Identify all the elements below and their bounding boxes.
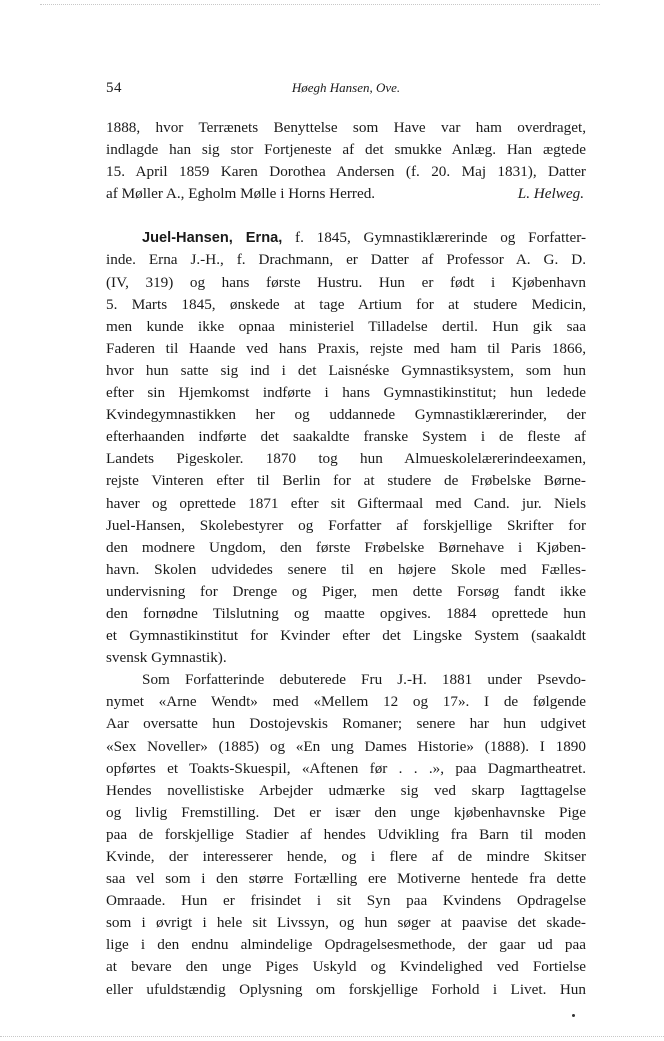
text-line: «Sex Noveller» (1885) og «En ung Dames Historie» (1888). I 1890 — [106, 737, 586, 755]
text-line: saa vel som i den større Fortælling ere Motiverne hentede fra dette — [106, 870, 586, 888]
text-line: Kvindegymnastikken her og uddannede Gymnastiklærerinder, der — [106, 406, 586, 424]
entry-first-line-text: f. 1845, Gymnastiklærerinde og Forfatter- — [295, 229, 587, 247]
text-line: paa de forskjellige Stadier af hendes Udvikling fra Barn til moden — [106, 825, 586, 843]
text-line: Omraade. Hun er frisindet i sit Syn paa Kvindens Opdragelse — [106, 892, 586, 910]
text-line: indlagde han sig stor Fortjeneste af det smukke Anlæg. Han ægtede — [106, 141, 586, 159]
prev-entry-paragraph — [106, 117, 586, 205]
entry-paragraph — [106, 227, 586, 669]
text-line: Faderen til Haande ved hans Praxis, rejste med ham til Paris 1866, — [106, 339, 586, 357]
text-line: den modnere Ungdom, den første Frøbelske Børnehave i Kjøben- — [106, 538, 586, 556]
text-line: Kvinde, der interesserer hende, og i flere af de mindre Skitser — [106, 848, 586, 865]
bottom-scan-edge — [0, 1036, 664, 1037]
ink-speck — [572, 1014, 575, 1017]
text-line: inde. Erna J.-H., f. Drachmann, er Datter af Professor A. G. D. — [106, 251, 586, 269]
text-line: efterhaanden indførte det saakaldte franske System i de fleste af — [106, 428, 586, 446]
top-scan-edge — [40, 4, 600, 5]
text-line: og livlig Fremstilling. Det er især den unge kjøbenhavnske Pige — [106, 803, 586, 821]
text-line: Aar oversatte hun Dostojevskis Romaner; senere har hun udgivet — [106, 715, 586, 733]
text-line: Som Forfatterinde debuterede Fru J.-H. 1881 under Psevdo- — [142, 671, 586, 689]
text-line: eller ufuldstændig Oplysning om forskjellige Forhold i Livet. Hun — [106, 980, 586, 998]
text-line: 15. April 1859 Karen Dorothea Andersen (f. 20. Maj 1831), Datter — [106, 163, 586, 181]
text-line: men kunde ikke opnaa ministeriel Tilladelse dertil. Hun gik saa — [106, 317, 586, 335]
text-line: som i øvrigt i hele sit Livssyn, og hun søger at paavise det skade- — [106, 914, 586, 932]
running-head: Høegh Hansen, Ove. — [291, 80, 401, 95]
text-line: den fornødne Tilslutning og maatte opgives. 1884 oprettede hun — [106, 604, 586, 622]
body-text — [106, 117, 586, 1001]
entry-headword: Juel-Hansen, Erna, — [142, 230, 283, 247]
text-line: nymet «Arne Wendt» med «Mellem 12 og 17». I de følgende — [106, 693, 586, 711]
text-line: opførtes et Toakts-Skuespil, «Aftenen før . . .», paa Dagmartheatret. — [106, 759, 586, 777]
page-number: 54 — [106, 80, 122, 96]
text-line: 5. Marts 1845, ønskede at tage Artium for at studere Medicin, — [106, 295, 586, 313]
text-line: 1888, hvor Terrænets Benyttelse som Have var ham overdraget, — [106, 119, 586, 136]
text-line: hvor hun satte sig ind i det Laisnéske Gymnastiksystem, som hun — [106, 361, 586, 379]
text-line: undervisning for Drenge og Piger, men dette Forsøg fandt ikke — [106, 582, 586, 600]
author-signature: L. Helweg. — [517, 185, 584, 203]
text-line: af Møller A., Egholm Mølle i Horns Herred. — [106, 185, 376, 203]
text-line: efter sin Hjemkomst indførte i hans Gymnastikinstitut; hun ledede — [106, 384, 586, 402]
text-line: Landets Pigeskoler. 1870 tog hun Almueskolelærerindeexamen, — [106, 450, 586, 468]
text-line: haver og oprettede 1871 efter sit Giftermaal med Cand. jur. Niels — [106, 494, 586, 512]
text-line: (IV, 319) og hans første Hustru. Hun er født i Kjøbenhavn — [106, 273, 586, 291]
text-line: lige i den endnu almindelige Opdragelsesmethode, der gaar ud paa — [106, 936, 586, 954]
entry-paragraph-2 — [106, 669, 586, 1000]
text-line: et Gymnastikinstitut for Kvinder efter det Lingske System (saakaldt — [106, 627, 586, 645]
text-line: Hendes novellistiske Arbejder udmærke sig ved skarp Iagttagelse — [106, 781, 586, 799]
entry-first-line — [106, 227, 586, 249]
text-line: at bevare den unge Piges Uskyld og Kvindelighed ved Fortielse — [106, 958, 586, 976]
signature-line — [106, 183, 586, 205]
text-line: havn. Skolen udvidedes senere til en højere Skole med Fælles- — [106, 560, 586, 578]
text-line: rejste Vinteren efter til Berlin for at studere de Frøbelske Børne- — [106, 472, 586, 490]
text-line: svensk Gymnastik). — [106, 649, 227, 667]
text-line: Juel-Hansen, Skolebestyrer og Forfatter af forskjellige Skrifter for — [106, 516, 586, 534]
